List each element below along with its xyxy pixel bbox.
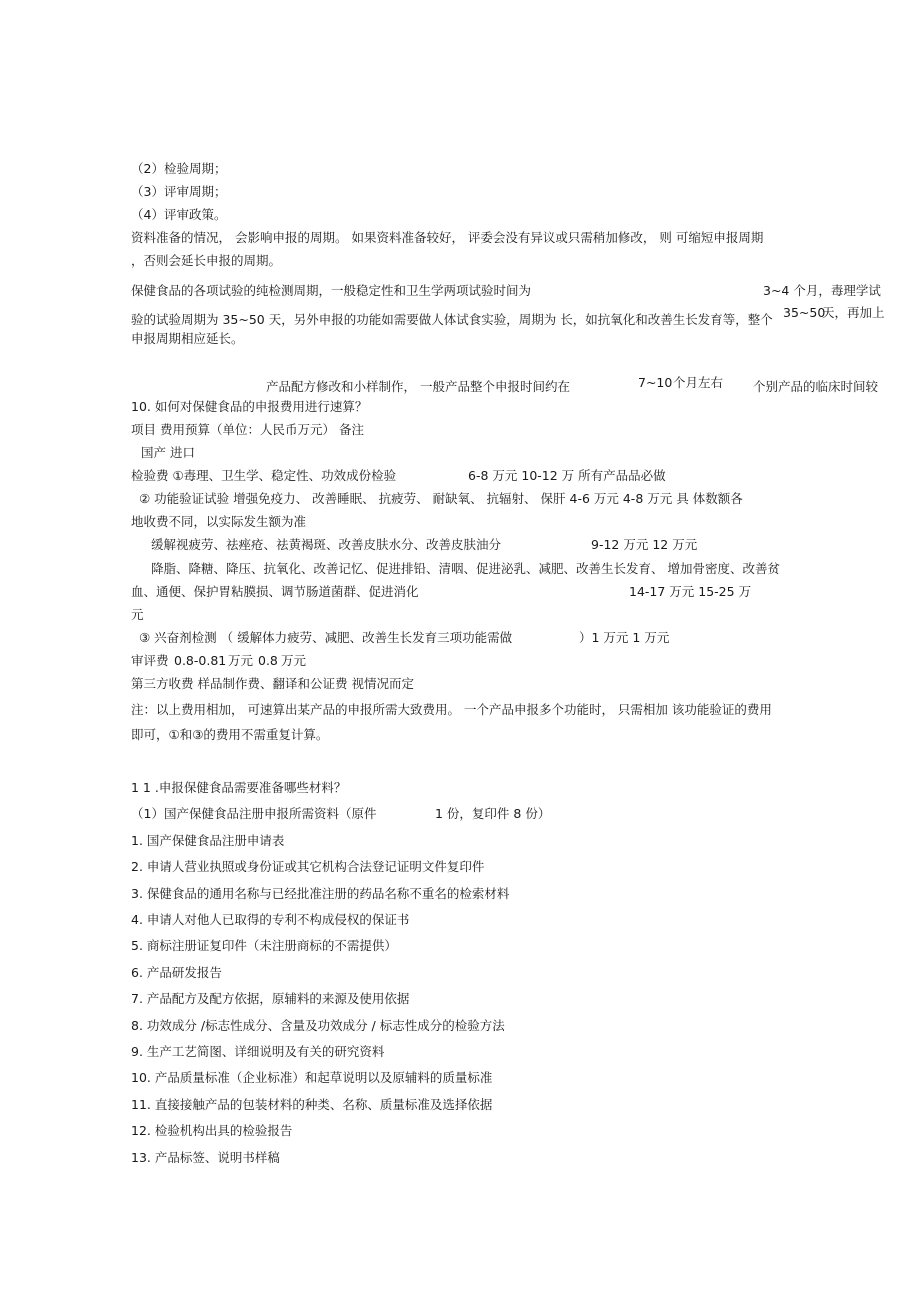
fee-row-skin-functions: 缓解视疲劳、祛痤疮、祛黄褐斑、改善皮肤水分、改善皮肤油分 [151,537,502,552]
fee-row-other-functions-line-1: 降脂、降糖、降压、抗氧化、改善记忆、促进排铅、清咽、促进泌乳、减肥、改善生长发育、 增加骨密度、改善贫 [151,561,780,576]
list-item: 13. 产品标签、说明书样稿 [131,1150,280,1165]
question-10-heading: 10. 如何对保健食品的申报费用进行速算？ [131,399,368,414]
fee-row-review-import: 0.8 [258,653,278,668]
fee-note-line-2: 即可，①和③的费用不需重复计算。 [131,727,329,742]
paragraph-testing-days: 35~50 [783,305,826,320]
list-item: 3. 保健食品的通用名称与已经批准注册的药品名称不重名的检索材料 [131,886,510,901]
fee-row-doping-test-cost: ）1 万元 1 万元 [579,630,670,645]
paragraph-testing-days-suffix: 天，再加上 [822,305,885,320]
paragraph-testing-line-3: 申报周期相应延长。 [131,331,244,346]
fee-row-other-functions-unit: 元 [131,607,144,622]
list-item: 11. 直接接触产品的包装材料的种类、名称、质量标准及选择依据 [131,1097,493,1112]
paragraph-testing-line-1: 保健食品的各项试验的纯检测周期，一般稳定性和卫生学两项试验时间为 [131,283,532,298]
item-inspection-cycle: （2）检验周期； [131,161,227,176]
paragraph-formula-text: 产品配方修改和小样制作， 一般产品整个申报时间约在 [266,379,570,394]
list-item: 7. 产品配方及配方依据，原辅料的来源及使用依据 [131,991,410,1006]
paragraph-materials-line-1: 资料准备的情况， 会影响申报的周期。 如果资料准备较好， 评委会没有异议或只需稍加修改， 则 可缩短申报周期 [131,230,764,245]
fee-row-skin-functions-cost: 9-12 万元 12 万元 [591,537,698,552]
materials-intro: （1）国产保健食品注册申报所需资料（原件 [131,806,377,821]
list-item: 10. 产品质量标准（企业标准）和起草说明以及原辅料的质量标准 [131,1070,493,1085]
fee-row-review-import-unit: 万元 [281,653,307,668]
paragraph-formula-tail: 个别产品的临床时间较 [753,379,879,394]
list-item: 6. 产品研发报告 [131,965,222,980]
fee-row-review-label: 审评费 [131,653,169,668]
list-item: 4. 申请人对他人已取得的专利不构成侵权的保证书 [131,912,410,927]
fee-table-header: 项目 费用预算（单位：人民币万元） 备注 [131,422,364,437]
paragraph-formula-months-suffix: 个月左右 [673,375,724,390]
list-item: 2. 申请人营业执照或身份证或其它机构合法登记证明文件复印件 [131,859,485,874]
list-item: 1. 国产保健食品注册申请表 [131,833,285,848]
item-review-policy: （4）评审政策。 [131,207,227,222]
fee-row-review-domestic: 0.8-0.81 [174,653,227,668]
fee-row-review-domestic-unit: 万元 [228,653,254,668]
list-item: 12. 检验机构出具的检验报告 [131,1123,293,1138]
item-review-cycle: （3）评审周期； [131,184,227,199]
fee-row-other-functions-line-2: 血、通便、保护胃粘膜损、调节肠道菌群、促进消化 [131,584,419,599]
fee-row-inspection: 检验费 ①毒理、卫生学、稳定性、功效成份检验 [131,468,397,483]
paragraph-formula-months: 7~10 [638,375,673,390]
fee-note-line-1: 注：以上费用相加， 可速算出某产品的申报所需大致费用。 一个产品申报多个功能时， 只需相加 该功能验证的费用 [131,702,772,717]
question-11-heading: 1 1 .申报保健食品需要准备哪些材料？ [131,780,347,795]
materials-intro-copies: 1 份，复印件 8 份） [435,806,551,821]
fee-row-doping-test: ③ 兴奋剂检测 （ 缓解体力疲劳、减肥、改善生长发育三项功能需做 [139,630,513,645]
fee-row-inspection-cost: 6-8 万元 10-12 万 所有产品品必做 [468,468,666,483]
fee-row-function-verification-note: 地收费不同，以实际发生额为准 [131,514,307,529]
list-item: 5. 商标注册证复印件（未注册商标的不需提供） [131,938,397,953]
paragraph-testing-line-2: 验的试验周期为 35~50 天，另外申报的功能如需要做人体试食实验，周期为 长，如抗氧化和改善生长发育等，整个 [131,312,773,327]
fee-row-other-functions-cost: 14-17 万元 15-25 万 [629,584,752,599]
fee-row-function-verification: ② 功能验证试验 增强免疫力、 改善睡眠、 抗疲劳、 耐缺氧、 抗辐射、 保肝 4-6 万元 4-8 万元 具 体数额各 [139,491,743,506]
fee-table-subheader: 国产 进口 [141,445,195,460]
paragraph-materials-line-2: ，否则会延长申报的周期。 [131,253,282,268]
paragraph-testing-line-1-tail: 3~4 个月，毒理学试 [763,283,881,298]
list-item: 8. 功效成分 /标志性成分、含量及功效成分 / 标志性成分的检验方法 [131,1018,505,1033]
fee-row-third-party: 第三方收费 样品制作费、翻译和公证费 视情况而定 [131,676,414,691]
list-item: 9. 生产工艺简图、详细说明及有关的研究资料 [131,1044,385,1059]
